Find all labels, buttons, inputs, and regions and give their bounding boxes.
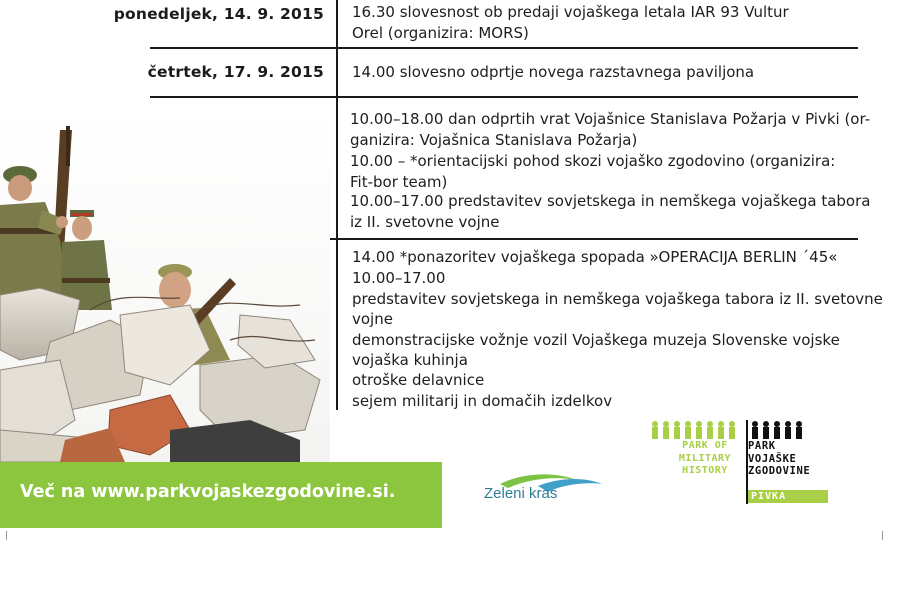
schedule-entry: 16.30 slovesnost ob predaji vojaškega letala IAR 93 Vultur [352,3,789,21]
park-logo-place: PIVKA [748,490,828,503]
schedule-entry: vojne [352,310,393,328]
schedule-row-divider [150,96,858,98]
park-logo-line: ZGODOVINE [748,465,811,477]
soldiers-photo [0,110,330,462]
website-banner [0,462,442,528]
schedule-entry: 10.00–18.00 dan odprtih vrat Vojašnice Stanislava Požarja v Pivki (or- [350,110,871,128]
schedule-entry: iz II. svetovne vojne [350,213,500,231]
schedule-entry: predstavitev sovjetskega in nemškega vojaškega tabora iz II. svetovne [352,290,883,308]
schedule-day-thursday: četrtek, 17. 9. 2015 [147,63,324,81]
schedule-entry: 14.00 slovesno odprtje novega razstavnega paviljona [352,63,755,81]
schedule-vertical-divider [336,98,338,239]
park-logo-line: MILITARY [678,452,732,464]
schedule-day-monday: ponedeljek, 14. 9. 2015 [113,5,324,23]
schedule-entry: 14.00 *ponazoritev vojaškega spopada »OPERACIJA BERLIN ´45« [352,248,838,266]
schedule-entry: vojaška kuhinja [352,351,468,369]
schedule-entry: Orel (organizira: MORS) [352,24,529,42]
park-logo-line: PARK [748,440,776,452]
website-link[interactable]: Več na www.parkvojaskezgodovine.si. [20,482,396,502]
schedule-vertical-divider [336,240,338,410]
schedule-entry: sejem militarij in domačih izdelkov [352,392,613,410]
schedule-entry: 10.00–17.00 predstavitev sovjetskega in nemškega vojaškega tabora [350,192,871,210]
park-logo-line: VOJAŠKE [748,452,797,465]
park-logo-line: PARK OF [682,440,728,451]
schedule-entry: 10.00 – *orientacijski pohod skozi vojaško zgodovino (organizira: [350,152,836,170]
schedule-entry: 10.00–17.00 [352,269,446,287]
zeleni-kras-logo-text: Zeleni kras [484,485,558,502]
schedule-entry: ganizira: Vojašnica Stanislava Požarja) [350,131,638,149]
schedule-vertical-divider [336,0,338,48]
park-logo-english-text [668,440,742,478]
schedule-entry: Fit-bor team) [350,173,448,191]
schedule-vertical-divider [336,49,338,97]
crop-mark [6,531,7,540]
soldier-silhouettes-green-icon [652,421,735,439]
schedule-entry: demonstracijske vožnje vozil Vojaškega muzeja Slovenske vojske [352,331,840,349]
soldier-silhouettes-black-icon [752,421,802,439]
schedule-entry: otroške delavnice [352,371,485,389]
park-logo-slovene-text [748,440,848,478]
crop-mark [882,531,883,540]
park-logo-line: HISTORY [682,465,728,476]
schedule-row-divider [150,47,858,49]
